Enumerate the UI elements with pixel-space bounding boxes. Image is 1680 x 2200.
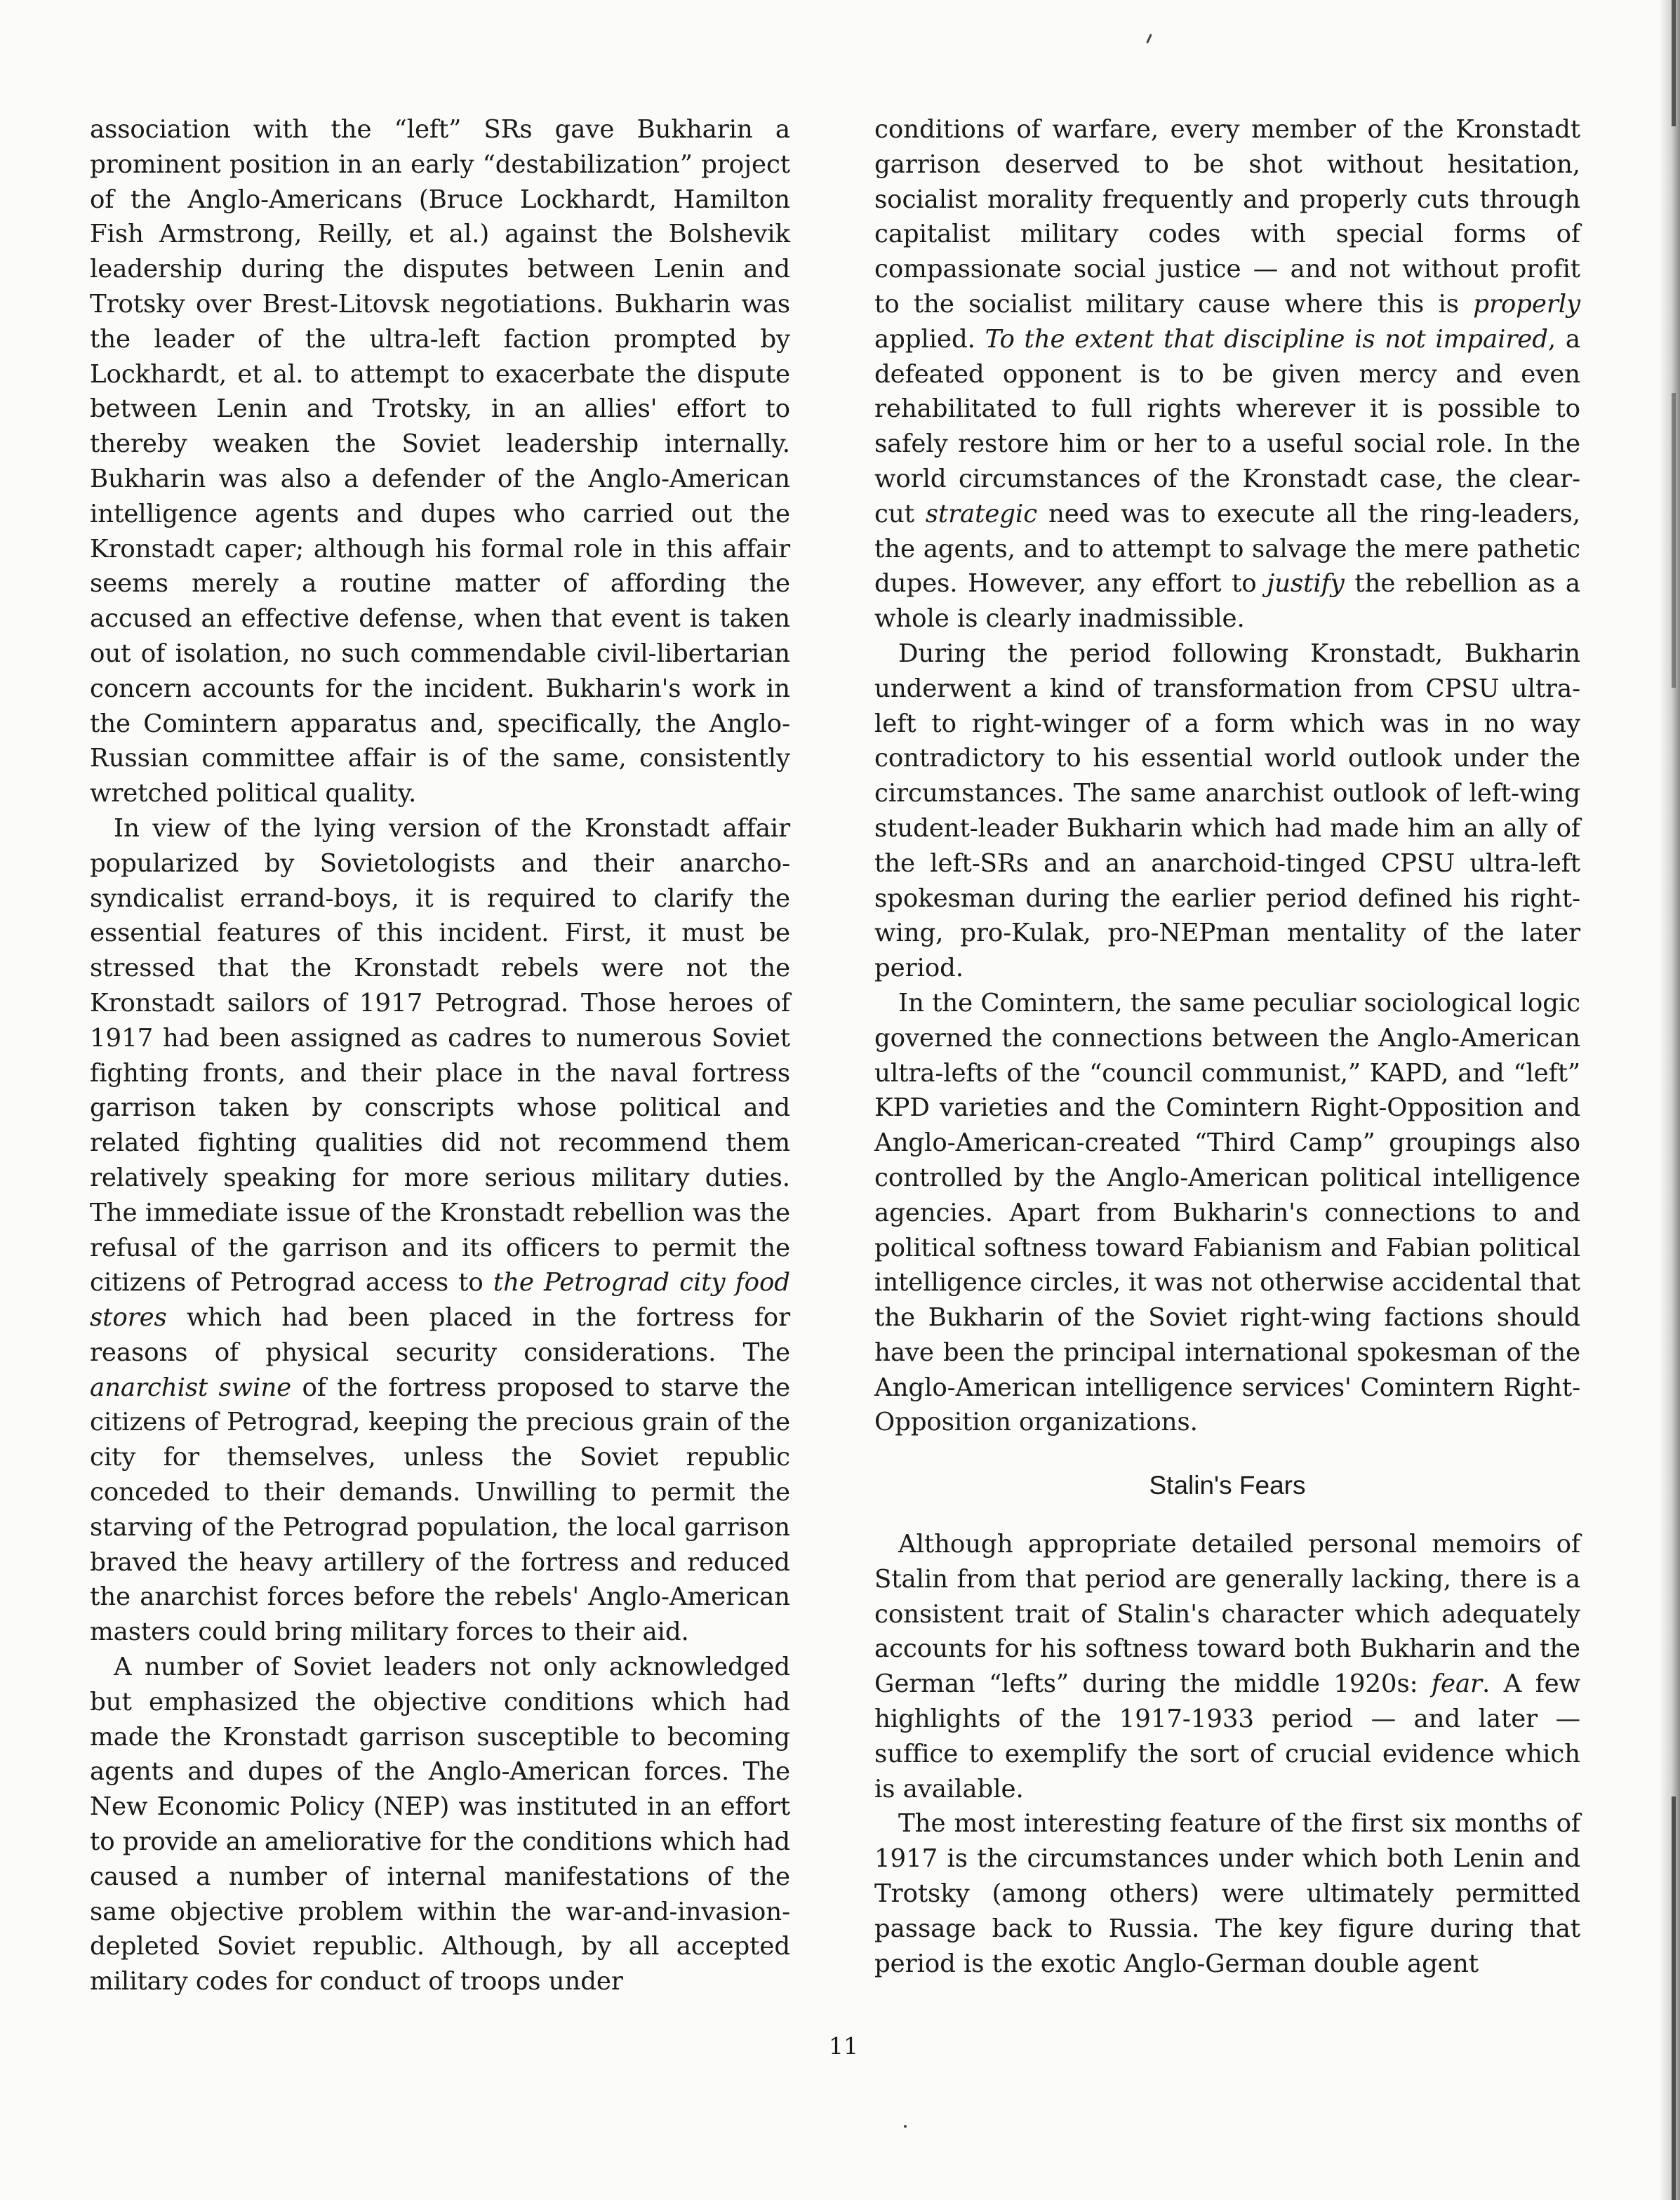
paragraph: In the Comintern, the same peculiar sociological logic governed the connections between the Anglo-American ultra-lefts of the “council communist,” KAPD, and “left” KPD varieties and the Comintern Right-Opposition and Anglo-American-created “Third Camp” groupings also controlled by the Anglo-American political intelligence agencies. Apart from Bukharin's connections to and political softness toward Fabianism and Fabian political intelligence circles, it was not otherwise accidental that the Bukharin of the Soviet right-wing factions should have been the principal international spokesman of the Anglo-American intelligence services' Comintern Right-Opposition organizations. <box>874 988 1580 1437</box>
paragraph <box>874 1527 1580 1806</box>
scan-edge-mark <box>1672 1796 1676 2200</box>
scan-edge-mark <box>1672 393 1676 688</box>
scan-speck <box>1146 34 1152 44</box>
text-run: the rebellion as a whole is clearly inadmissible. <box>874 569 1580 634</box>
paragraph: A number of Soviet leaders not only acknowledged but emphasized the objective conditions which had made the Kronstadt garrison susceptible to becoming agents and dupes of the Anglo-American forces. The New Economic Policy (NEP) was instituted in an effort to provide an ameliorative for the conditions which had caused a number of internal manifestations of the same objective problem within the war-and-invasion-depleted Soviet republic. Although, by all accepted military codes for conduct of troops under <box>90 1653 790 1996</box>
text-run: . A few highlights of the 1917-1933 period — and later — suffice to exemplify the sort of crucial evidence which is available. <box>874 1669 1580 1804</box>
page-number: 11 <box>829 2032 858 2060</box>
section-heading: Stalin's Fears <box>1149 1471 1306 1500</box>
italic-run: anarchist swine <box>90 1373 292 1402</box>
italic-run: justify <box>1267 569 1345 599</box>
paragraph: During the period following Kronstadt, Bukharin underwent a kind of transformation from CPSU ultra-left to right-winger of a form which was in no way contradictory to his essential world outlook under the circumstances. The same anarchist outlook of left-wing student-leader Bukharin which had made him an ally of the left-SRs and an anarchoid-tinged CPSU ultra-left spokesman during the earlier period defined his right-wing, pro-Kulak, pro-NEPman mentality of the later period. <box>874 639 1580 983</box>
paragraph: association with the “left” SRs gave Bukharin a prominent position in an early “destabilization” project of the Anglo-Americans (Bruce Lockhardt, Hamilton Fish Armstrong, Reilly, et al.) against the Bolshevik leadership during the disputes between Lenin and Trotsky over Brest-Litovsk negotiations. Bukharin was the leader of the ultra-left faction prompted by Lockhardt, et al. to attempt to exacerbate the dispute between Lenin and Trotsky, in an allies' effort to thereby weaken the Soviet leadership internally. Bukharin was also a defender of the Anglo-American intelligence agents and dupes who carried out the Kronstadt caper; although his formal role in this affair seems merely a routine matter of affording the accused an effective defense, when that event is taken out of isolation, no such commendable civil-libertarian concern accounts for the incident. Bukharin's work in the Comintern apparatus and, specifically, the Anglo-Russian committee affair is of the same, consistently wretched political quality. <box>90 115 790 808</box>
right-column <box>874 112 1580 1981</box>
scan-speck <box>904 2125 907 2128</box>
italic-run: strategic <box>925 499 1038 528</box>
paragraph: The most interesting feature of the first six months of 1917 is the circumstances under which both Lenin and Trotsky (among others) were ultimately permitted passage back to Russia. The key figure during that period is the exotic Anglo-German double agent <box>874 1809 1580 1978</box>
scan-edge-shadow <box>1659 0 1680 2200</box>
italic-run: fear <box>1431 1669 1482 1699</box>
scan-edge-mark <box>1672 0 1676 126</box>
text-run: In view of the lying version of the Kronstadt affair popularized by Sovietologists and their anarcho-syndicalist errand-boys, it is required to clarify the essential features of this incident. First, it must be stressed that the Kronstadt rebels were not the Kronstadt sailors of 1917 Petrograd. Those heroes of 1917 had been assigned as cadres to numerous Soviet fighting fronts, and their place in the naval fortress garrison taken by conscripts whose political and related fighting qualities did not recommend them relatively speaking for more serious military duties. The immediate issue of the Kronstadt rebellion was the refusal of the garrison and its officers to permit the citizens of Petrograd access to <box>90 813 790 1298</box>
text-run: , a defeated opponent is to be given mercy and even rehabilitated to full rights wherever it is possible to safely restore him or her to a useful social role. In the world circumstances of the Kronstadt case, the clear-cut <box>874 324 1580 528</box>
paragraph <box>90 811 790 1650</box>
text-run: applied. <box>874 324 985 354</box>
text-run: conditions of warfare, every member of the Kronstadt garrison deserved to be shot without hesitation, socialist morality frequently and properly cuts through capitalist military codes with special forms of compassionate social justice — and not without profit to the socialist military cause where this is <box>874 115 1580 319</box>
text-run: of the fortress proposed to starve the citizens of Petrograd, keeping the precious grain of the city for themselves, unless the Soviet republic conceded to their demands. Unwilling to permit the starving of the Petrograd population, the local garrison braved the heavy artillery of the fortress and reduced the anarchist forces before the rebels' Anglo-American masters could bring military forces to their aid. <box>90 1373 790 1647</box>
text-run: Although appropriate detailed personal memoirs of Stalin from that period are generally lacking, there is a consistent trait of Stalin's character which adequately accounts for his softness toward both Bukharin and the German “lefts” during the middle 1920s: <box>874 1530 1580 1699</box>
italic-run: the Petrograd city food stores <box>90 1268 790 1333</box>
paragraph <box>874 112 1580 636</box>
left-column <box>90 112 790 1999</box>
italic-run: properly <box>1473 289 1580 319</box>
text-run: which had been placed in the fortress for reasons of physical security considerations. The <box>90 1303 790 1367</box>
italic-run: To the extent that discipline is not impaired <box>985 324 1548 354</box>
text-run: need was to execute all the ring-leaders, the agents, and to attempt to salvage the mere pathetic dupes. However, any effort to <box>874 499 1580 599</box>
